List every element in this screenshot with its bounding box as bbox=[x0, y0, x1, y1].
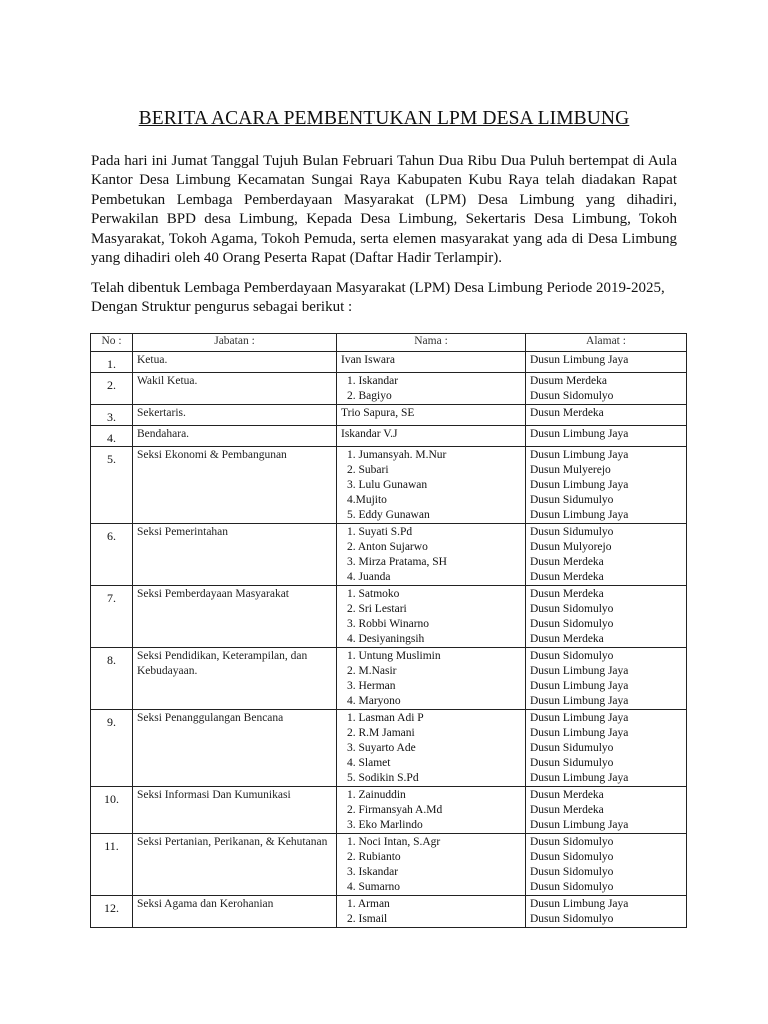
member-name: 1. Satmoko bbox=[347, 588, 400, 600]
table-row bbox=[91, 524, 687, 586]
name-cell bbox=[337, 405, 526, 426]
name-cell bbox=[337, 586, 526, 648]
member-address: Dusun Mulyerejo bbox=[530, 464, 611, 476]
position-cell: Wakil Ketua. bbox=[133, 373, 337, 405]
member-address: Dusun Limbung Jaya bbox=[530, 449, 629, 461]
name-cell bbox=[337, 447, 526, 524]
member-name: 2. M.Nasir bbox=[347, 665, 397, 677]
member-name: 2. Anton Sujarwo bbox=[347, 541, 428, 553]
member-address: Dusun Mulyorejo bbox=[530, 541, 612, 553]
member-name: 4. Juanda bbox=[347, 571, 391, 583]
row-number: 3. bbox=[91, 405, 133, 426]
position-cell: Seksi Ekonomi & Pembangunan bbox=[133, 447, 337, 524]
member-address: Dusun Limbung Jaya bbox=[530, 695, 629, 707]
member-name: 1. Noci Intan, S.Agr bbox=[347, 836, 441, 848]
header-alamat: Alamat : bbox=[526, 334, 687, 352]
address-cell bbox=[526, 787, 687, 834]
member-name: 2. Firmansyah A.Md bbox=[347, 804, 443, 816]
row-number: 1. bbox=[91, 352, 133, 373]
member-name: 2. Bagiyo bbox=[347, 390, 392, 402]
row-number: 2. bbox=[91, 373, 133, 405]
member-address: Dusun Merdeka bbox=[530, 556, 604, 568]
member-address: Dusun Limbung Jaya bbox=[530, 898, 629, 910]
member-address: Dusun Sidumulyo bbox=[530, 742, 614, 754]
member-name: 3. Suyarto Ade bbox=[347, 742, 416, 754]
member-address: Dusun Sidomulyo bbox=[530, 866, 614, 878]
member-address: Dusun Sidomulyo bbox=[530, 618, 614, 630]
member-address: Dusun Limbung Jaya bbox=[530, 727, 629, 739]
member-name: 2. Sri Lestari bbox=[347, 603, 407, 615]
table-header-row bbox=[91, 334, 687, 352]
address-cell bbox=[526, 524, 687, 586]
table-row bbox=[91, 447, 687, 524]
name-cell bbox=[337, 787, 526, 834]
member-address: Dusun Limbung Jaya bbox=[530, 680, 629, 692]
row-number: 11. bbox=[91, 834, 133, 896]
member-name: 4. Slamet bbox=[347, 757, 391, 769]
member-address: Dusun Sidumulyo bbox=[530, 526, 614, 538]
row-number: 9. bbox=[91, 710, 133, 787]
member-address: Dusun Merdeka bbox=[530, 588, 604, 600]
name-cell bbox=[337, 834, 526, 896]
table-row bbox=[91, 710, 687, 787]
row-number: 5. bbox=[91, 447, 133, 524]
row-number: 12. bbox=[91, 896, 133, 928]
position-cell: Sekertaris. bbox=[133, 405, 337, 426]
address-cell bbox=[526, 648, 687, 710]
member-address: Dusun Sidomulyo bbox=[530, 881, 614, 893]
management-structure-table bbox=[90, 333, 687, 928]
member-name: 2. Ismail bbox=[347, 913, 388, 925]
name-cell bbox=[337, 373, 526, 405]
member-address: Dusun Merdeka bbox=[530, 804, 604, 816]
table-body bbox=[91, 352, 687, 928]
table-row bbox=[91, 648, 687, 710]
member-name: 1. Iskandar bbox=[347, 375, 399, 387]
position-cell: Seksi Agama dan Kerohanian bbox=[133, 896, 337, 928]
member-address: Dusun Limbung Jaya bbox=[530, 665, 629, 677]
member-name: 5. Sodikin S.Pd bbox=[347, 772, 419, 784]
member-name: 3. Eko Marlindo bbox=[347, 819, 423, 831]
member-name: 1. Suyati S.Pd bbox=[347, 526, 413, 538]
name-cell bbox=[337, 648, 526, 710]
opening-paragraph: Pada hari ini Jumat Tanggal Tujuh Bulan Februari Tahun Dua Ribu Dua Puluh bertempat di Aula Kantor Desa Limbung Kecamatan Sungai Raya Kabupaten Kubu Raya telah diadakan Rapat Pembetukan Lembaga Pemberdayaan Masyarakat (LPM) Desa Limbung yang dihadiri, Perwakilan BPD desa Limbung, Kepada Desa Limbung, Sekertaris Desa Limbung, Tokoh Masyarakat, Tokoh Agama, Tokoh Pemuda, serta elemen masyarakat yang ada di Desa Limbung yang dihadiri oleh 40 Orang Peserta Rapat (Daftar Hadir Terlampir). bbox=[91, 153, 677, 267]
member-name: 2. Rubianto bbox=[347, 851, 401, 863]
member-name: Trio Sapura, SE bbox=[341, 407, 415, 419]
member-name: Ivan Iswara bbox=[341, 354, 395, 366]
member-address: Dusun Sidomulyo bbox=[530, 650, 614, 662]
table-row bbox=[91, 405, 687, 426]
address-cell bbox=[526, 586, 687, 648]
member-name: 1. Zainuddin bbox=[347, 789, 406, 801]
address-cell bbox=[526, 710, 687, 787]
document-title: BERITA ACARA PEMBENTUKAN LPM DESA LIMBUNG bbox=[138, 108, 630, 129]
member-name: 2. R.M Jamani bbox=[347, 727, 415, 739]
member-address: Dusun Merdeka bbox=[530, 789, 604, 801]
member-name: 1. Arman bbox=[347, 898, 390, 910]
member-address: Dusun Limbung Jaya bbox=[530, 354, 629, 366]
position-cell: Seksi Pemberdayaan Masyarakat bbox=[133, 586, 337, 648]
member-name: 4. Sumarno bbox=[347, 881, 401, 893]
member-name: Iskandar V.J bbox=[341, 428, 398, 440]
member-name: 4. Maryono bbox=[347, 695, 401, 707]
address-cell bbox=[526, 373, 687, 405]
row-number: 8. bbox=[91, 648, 133, 710]
member-name: 1. Lasman Adi P bbox=[347, 712, 424, 724]
member-address: Dusun Sidumulyo bbox=[530, 757, 614, 769]
member-name: 3. Herman bbox=[347, 680, 396, 692]
row-number: 6. bbox=[91, 524, 133, 586]
member-address: Dusun Sidomulyo bbox=[530, 603, 614, 615]
member-address: Dusum Merdeka bbox=[530, 375, 607, 387]
member-address: Dusun Limbung Jaya bbox=[530, 772, 629, 784]
member-name: 3. Robbi Winarno bbox=[347, 618, 430, 630]
member-address: Dusun Sidomulyo bbox=[530, 913, 614, 925]
position-cell: Seksi Informasi Dan Kumunikasi bbox=[133, 787, 337, 834]
member-name: 1. Jumansyah. M.Nur bbox=[347, 449, 447, 461]
table-row bbox=[91, 834, 687, 896]
table-row bbox=[91, 426, 687, 447]
member-name: 2. Subari bbox=[347, 464, 389, 476]
member-name: 4. Desiyaningsih bbox=[347, 633, 425, 645]
member-address: Dusun Sidomulyo bbox=[530, 836, 614, 848]
position-cell: Seksi Penanggulangan Bencana bbox=[133, 710, 337, 787]
table-row bbox=[91, 586, 687, 648]
header-no: No : bbox=[91, 334, 133, 352]
address-cell bbox=[526, 405, 687, 426]
member-address: Dusun Merdeka bbox=[530, 571, 604, 583]
member-address: Dusun Limbung Jaya bbox=[530, 819, 629, 831]
table-row bbox=[91, 896, 687, 928]
member-address: Dusun Limbung Jaya bbox=[530, 428, 629, 440]
member-address: Dusun Sidomulyo bbox=[530, 390, 614, 402]
member-name: 3. Iskandar bbox=[347, 866, 399, 878]
address-cell bbox=[526, 834, 687, 896]
member-name: 3. Lulu Gunawan bbox=[347, 479, 428, 491]
member-address: Dusun Limbung Jaya bbox=[530, 479, 629, 491]
member-address: Dusun Sidumulyo bbox=[530, 494, 614, 506]
position-cell: Ketua. bbox=[133, 352, 337, 373]
row-number: 10. bbox=[91, 787, 133, 834]
row-number: 7. bbox=[91, 586, 133, 648]
member-name: 1. Untung Muslimin bbox=[347, 650, 441, 662]
member-name: 4.Mujito bbox=[347, 494, 387, 506]
name-cell bbox=[337, 426, 526, 447]
address-cell bbox=[526, 447, 687, 524]
position-cell: Seksi Pertanian, Perikanan, & Kehutanan bbox=[133, 834, 337, 896]
address-cell bbox=[526, 352, 687, 373]
member-address: Dusun Limbung Jaya bbox=[530, 712, 629, 724]
member-address: Dusun Merdeka bbox=[530, 633, 604, 645]
name-cell bbox=[337, 896, 526, 928]
table-row bbox=[91, 352, 687, 373]
member-address: Dusun Merdeka bbox=[530, 407, 604, 419]
header-nama: Nama : bbox=[337, 334, 526, 352]
address-cell bbox=[526, 896, 687, 928]
name-cell bbox=[337, 352, 526, 373]
member-address: Dusun Sidomulyo bbox=[530, 851, 614, 863]
structure-intro-paragraph: Telah dibentuk Lembaga Pemberdayaan Masyarakat (LPM) Desa Limbung Periode 2019-2025, Dengan Struktur pengurus sebagai berikut : bbox=[91, 280, 665, 316]
table-row bbox=[91, 373, 687, 405]
position-cell: Bendahara. bbox=[133, 426, 337, 447]
row-number: 4. bbox=[91, 426, 133, 447]
member-address: Dusun Limbung Jaya bbox=[530, 509, 629, 521]
name-cell bbox=[337, 524, 526, 586]
member-name: 3. Mirza Pratama, SH bbox=[347, 556, 447, 568]
member-name: 5. Eddy Gunawan bbox=[347, 509, 430, 521]
table-row bbox=[91, 787, 687, 834]
address-cell bbox=[526, 426, 687, 447]
name-cell bbox=[337, 710, 526, 787]
header-jabatan: Jabatan : bbox=[133, 334, 337, 352]
position-cell: Seksi Pendidikan, Keterampilan, dan Kebudayaan. bbox=[133, 648, 337, 710]
position-cell: Seksi Pemerintahan bbox=[133, 524, 337, 586]
